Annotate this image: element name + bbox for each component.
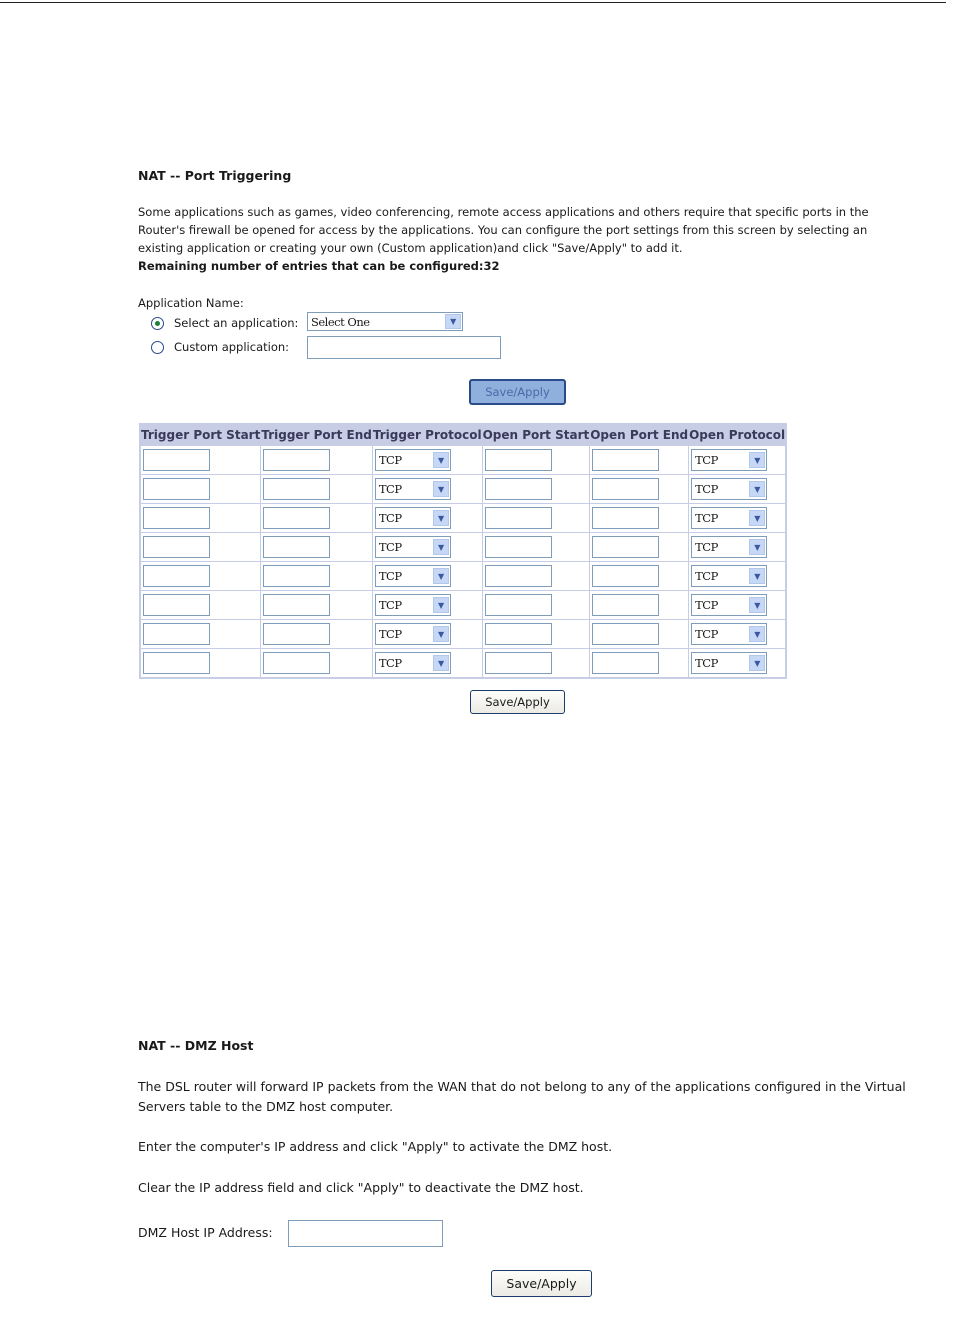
remaining-entries-text: Remaining number of entries that can be configured:32 — [138, 259, 500, 273]
trigger-protocol-select[interactable] — [375, 652, 451, 674]
chevron-down-icon: ▼ — [749, 539, 765, 555]
open-port-end-input[interactable] — [592, 652, 659, 674]
trigger-protocol-value: TCP — [378, 482, 402, 496]
trigger-port-end-input[interactable] — [263, 507, 330, 529]
open-protocol-select[interactable] — [691, 449, 767, 471]
column-header: Open Port Start — [482, 424, 590, 446]
open-port-end-input[interactable] — [592, 594, 659, 616]
trigger-port-end-input[interactable] — [263, 623, 330, 645]
select-application-row — [151, 316, 298, 330]
open-port-start-input[interactable] — [485, 623, 552, 645]
chevron-down-icon: ▼ — [433, 626, 449, 642]
open-port-start-input[interactable] — [485, 652, 552, 674]
table-row — [140, 649, 786, 679]
table-row — [140, 562, 786, 591]
custom-application-input[interactable] — [307, 336, 501, 359]
custom-application-label: Custom application: — [174, 340, 290, 354]
trigger-port-start-input[interactable] — [143, 623, 210, 645]
open-port-end-input[interactable] — [592, 449, 659, 471]
dmz-save-apply-button[interactable]: Save/Apply — [491, 1270, 592, 1297]
chevron-down-icon: ▼ — [433, 452, 449, 468]
chevron-down-icon: ▼ — [433, 655, 449, 671]
trigger-port-start-input[interactable] — [143, 478, 210, 500]
open-port-start-input[interactable] — [485, 478, 552, 500]
trigger-protocol-select[interactable] — [375, 507, 451, 529]
chevron-down-icon: ▼ — [433, 539, 449, 555]
trigger-protocol-select[interactable] — [375, 478, 451, 500]
column-header: Trigger Port End — [261, 424, 373, 446]
trigger-protocol-select[interactable] — [375, 594, 451, 616]
trigger-protocol-value: TCP — [378, 627, 402, 641]
trigger-protocol-value: TCP — [378, 598, 402, 612]
dmz-host-title: NAT -- DMZ Host — [138, 1038, 254, 1053]
dmz-ip-input[interactable] — [288, 1220, 443, 1247]
trigger-port-end-input[interactable] — [263, 478, 330, 500]
column-header: Open Port End — [590, 424, 689, 446]
trigger-port-end-input[interactable] — [263, 652, 330, 674]
column-header: Trigger Protocol — [372, 424, 482, 446]
open-port-end-input[interactable] — [592, 565, 659, 587]
radio-empty-icon[interactable] — [151, 341, 164, 354]
open-protocol-select[interactable] — [691, 478, 767, 500]
table-header-row — [140, 424, 786, 446]
select-application-label: Select an application: — [174, 316, 299, 330]
trigger-port-end-input[interactable] — [263, 565, 330, 587]
trigger-protocol-value: TCP — [378, 511, 402, 525]
open-protocol-value: TCP — [695, 569, 718, 583]
trigger-protocol-value: TCP — [378, 540, 402, 554]
table-row — [140, 475, 786, 504]
trigger-port-start-input[interactable] — [143, 594, 210, 616]
trigger-protocol-select[interactable] — [375, 565, 451, 587]
port-triggering-title: NAT -- Port Triggering — [138, 168, 292, 183]
chevron-down-icon: ▼ — [749, 481, 765, 497]
chevron-down-icon: ▼ — [749, 597, 765, 613]
trigger-port-start-input[interactable] — [143, 536, 210, 558]
open-port-start-input[interactable] — [485, 507, 552, 529]
trigger-port-end-input[interactable] — [263, 449, 330, 471]
open-protocol-select[interactable] — [691, 594, 767, 616]
trigger-port-end-input[interactable] — [263, 536, 330, 558]
open-port-start-input[interactable] — [485, 536, 552, 558]
trigger-port-start-input[interactable] — [143, 507, 210, 529]
chevron-down-icon: ▼ — [749, 626, 765, 642]
chevron-down-icon: ▼ — [749, 452, 765, 468]
open-protocol-value: TCP — [695, 598, 718, 612]
trigger-protocol-value: TCP — [378, 453, 402, 467]
chevron-down-icon: ▼ — [749, 510, 765, 526]
trigger-port-start-input[interactable] — [143, 652, 210, 674]
select-application-value: Select One — [311, 314, 370, 329]
open-protocol-value: TCP — [695, 453, 718, 467]
chevron-down-icon: ▼ — [749, 655, 765, 671]
trigger-port-end-input[interactable] — [263, 594, 330, 616]
open-port-end-input[interactable] — [592, 536, 659, 558]
open-port-start-input[interactable] — [485, 449, 552, 471]
trigger-protocol-select[interactable] — [375, 449, 451, 471]
custom-application-row — [151, 340, 289, 354]
trigger-port-start-input[interactable] — [143, 449, 210, 471]
chevron-down-icon: ▼ — [433, 481, 449, 497]
open-port-start-input[interactable] — [485, 565, 552, 587]
open-protocol-select[interactable] — [691, 507, 767, 529]
table-row — [140, 446, 786, 475]
trigger-protocol-select[interactable] — [375, 623, 451, 645]
trigger-port-start-input[interactable] — [143, 565, 210, 587]
radio-selected-icon[interactable] — [151, 317, 164, 330]
port-triggering-description: Some applications such as games, video conferencing, remote access applications and others require that specific ports in the Router's firewall be opened for access by the applications. You can configure the port settings from this screen by selecting an existing application or creating your own (Custom application)and click "Save/Apply" to add it. — [138, 205, 869, 255]
trigger-protocol-value: TCP — [378, 656, 402, 670]
chevron-down-icon: ▼ — [433, 510, 449, 526]
dmz-paragraph-2: Enter the computer's IP address and click "Apply" to activate the DMZ host. — [138, 1139, 613, 1154]
save-apply-button-bottom[interactable]: Save/Apply — [470, 690, 565, 714]
open-port-end-input[interactable] — [592, 478, 659, 500]
application-name-label: Application Name: — [138, 296, 244, 310]
open-port-end-input[interactable] — [592, 507, 659, 529]
dmz-ip-label: DMZ Host IP Address: — [138, 1225, 273, 1240]
dmz-paragraph-3: Clear the IP address field and click "Apply" to deactivate the DMZ host. — [138, 1180, 584, 1195]
table-row — [140, 533, 786, 562]
open-protocol-value: TCP — [695, 540, 718, 554]
chevron-down-icon: ▼ — [445, 314, 461, 329]
column-header: Trigger Port Start — [140, 424, 261, 446]
open-protocol-value: TCP — [695, 511, 718, 525]
open-port-start-input[interactable] — [485, 594, 552, 616]
select-application-dropdown[interactable] — [307, 312, 463, 331]
open-protocol-value: TCP — [695, 656, 718, 670]
open-port-end-input[interactable] — [592, 623, 659, 645]
chevron-down-icon: ▼ — [433, 597, 449, 613]
open-protocol-value: TCP — [695, 482, 718, 496]
column-header: Open Protocol — [689, 424, 787, 446]
port-triggering-table — [139, 423, 787, 679]
chevron-down-icon: ▼ — [433, 568, 449, 584]
trigger-protocol-select[interactable] — [375, 536, 451, 558]
page-top-rule — [0, 2, 946, 3]
open-protocol-value: TCP — [695, 627, 718, 641]
table-row — [140, 504, 786, 533]
open-protocol-select[interactable] — [691, 565, 767, 587]
table-row — [140, 591, 786, 620]
open-protocol-select[interactable] — [691, 623, 767, 645]
save-apply-button-top[interactable]: Save/Apply — [469, 379, 566, 405]
chevron-down-icon: ▼ — [749, 568, 765, 584]
table-row — [140, 620, 786, 649]
dmz-paragraph-1: The DSL router will forward IP packets from the WAN that do not belong to any of the applications configured in the Virtual Servers table to the DMZ host computer. — [138, 1079, 906, 1114]
open-protocol-select[interactable] — [691, 652, 767, 674]
open-protocol-select[interactable] — [691, 536, 767, 558]
trigger-protocol-value: TCP — [378, 569, 402, 583]
